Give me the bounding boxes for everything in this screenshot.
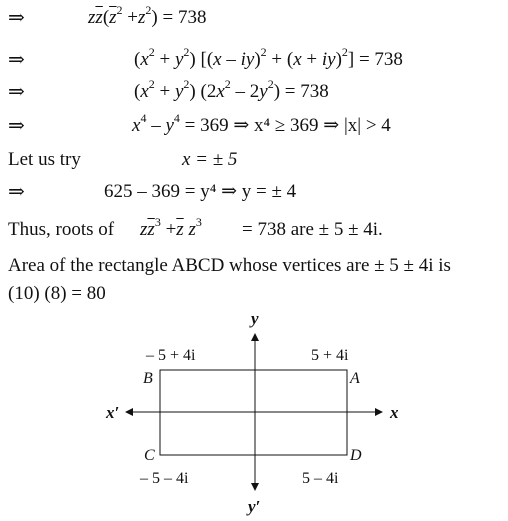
rectangle-diagram <box>0 300 508 521</box>
vertex-b-name: B <box>143 370 153 387</box>
derivation-line-2 <box>0 46 508 74</box>
trial-line <box>0 146 508 174</box>
trial-value: x = ± 5 <box>182 149 238 170</box>
implies-arrow: ⇒ <box>8 115 25 137</box>
vertex-a-value: 5 + 4i <box>311 347 349 364</box>
implies-arrow: ⇒ <box>8 181 25 203</box>
axis-y-neg-label: y′ <box>248 497 261 516</box>
conclusion-expression: $z\overline{z}^3 +\overline{z}$ $z^3$ <box>140 214 202 240</box>
equation-4-rhs: = 369 ⇒ x⁴ ≥ 369 ⇒ |x| > 4 <box>184 115 391 136</box>
derivation-line-4 <box>0 112 508 140</box>
implies-arrow: ⇒ <box>8 49 25 71</box>
vertex-a-name: A <box>350 370 360 387</box>
vertex-d-name: D <box>350 447 362 464</box>
implies-arrow: ⇒ <box>8 81 25 103</box>
equation-3: $(x^2 + y^2)$ $(2x^2 - 2y^2) = 738$ <box>134 76 329 102</box>
vertex-d-value: 5 – 4i <box>302 470 339 487</box>
equation-3-rhs: = 738 <box>284 81 329 102</box>
derivation-line-5 <box>0 178 508 206</box>
axis-x-neg-label: x′ <box>106 403 120 422</box>
conclusion-prefix: Thus, roots of <box>8 219 115 240</box>
trial-label: Let us try <box>8 149 81 170</box>
area-line-1: Area of the rectangle ABCD whose vertices are ± 5 ± 4i is <box>8 255 451 276</box>
axis-y-label: y <box>251 309 259 328</box>
equation-1: $z\overline{z}(\overline{z}^2 +z^2) = 738$ <box>88 2 207 28</box>
equation-1-rhs: = 738 <box>162 7 207 28</box>
area-line-2: (10) (8) = 80 <box>8 283 106 304</box>
vertex-b-value: – 5 + 4i <box>146 347 196 364</box>
conclusion-rhs: = 738 are ± 5 ± 4i. <box>242 219 383 240</box>
vertex-c-value: – 5 – 4i <box>140 470 189 487</box>
vertex-c-name: C <box>144 447 155 464</box>
derivation-line-3 <box>0 78 508 106</box>
implies-arrow: ⇒ <box>8 7 25 29</box>
equation-4: $x^4 - y^4 = 369$ ⇒ x⁴ ≥ 369 ⇒ |x| > 4 <box>132 110 391 136</box>
equation-5: 625 – 369 = y⁴ ⇒ y = ± 4 <box>104 181 297 202</box>
equation-2: $(x^2 + y^2)$ [(x – iy)$^2$ + (x + iy)$^2$] = 738 <box>134 44 403 70</box>
axis-x-label: x <box>390 403 399 422</box>
equation-2-rhs: = 738 <box>358 49 403 70</box>
derivation-line-1 <box>0 4 508 32</box>
conclusion-line <box>0 216 508 244</box>
